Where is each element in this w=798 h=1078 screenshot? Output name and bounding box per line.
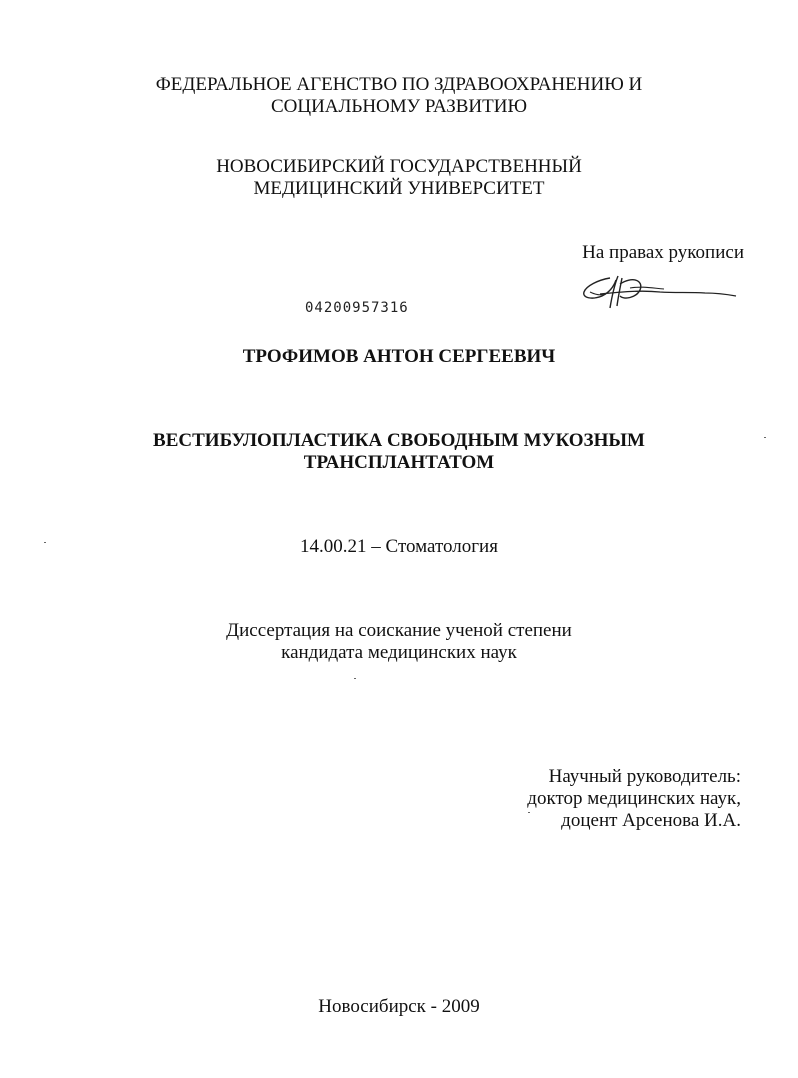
title-line-1: ВЕСТИБУЛОПЛАСТИКА СВОБОДНЫМ МУКОЗНЫМ	[153, 430, 645, 451]
manuscript-note: На правах рукописи	[582, 242, 744, 263]
dissertation-line-2: кандидата медицинских наук	[281, 642, 517, 663]
scan-speck	[44, 542, 46, 543]
university-line-1: НОВОСИБИРСКИЙ ГОСУДАРСТВЕННЫЙ	[216, 156, 582, 177]
scan-speck	[528, 812, 530, 813]
agency-line-2: СОЦИАЛЬНОМУ РАЗВИТИЮ	[270, 96, 528, 117]
scan-speck	[764, 437, 766, 438]
title-line-2: ТРАНСПЛАНТАТОМ	[303, 452, 495, 473]
supervisor-line-1: Научный руководитель:	[548, 766, 741, 787]
scan-speck	[354, 678, 356, 679]
signature-icon	[580, 270, 745, 312]
supervisor-line-3: доцент Арсенова И.А.	[561, 810, 741, 831]
specialty: 14.00.21 – Стоматология	[300, 536, 498, 557]
document-code: 04200957316	[305, 300, 409, 316]
agency-line-1: ФЕДЕРАЛЬНОЕ АГЕНСТВО ПО ЗДРАВООХРАНЕНИЮ И	[155, 74, 643, 95]
footer-city-year: Новосибирск - 2009	[318, 996, 480, 1017]
supervisor-line-2: доктор медицинских наук,	[527, 788, 741, 809]
university-line-2: МЕДИЦИНСКИЙ УНИВЕРСИТЕТ	[253, 178, 545, 199]
author-name: ТРОФИМОВ АНТОН СЕРГЕЕВИЧ	[242, 346, 556, 367]
dissertation-line-1: Диссертация на соискание ученой степени	[226, 620, 572, 641]
